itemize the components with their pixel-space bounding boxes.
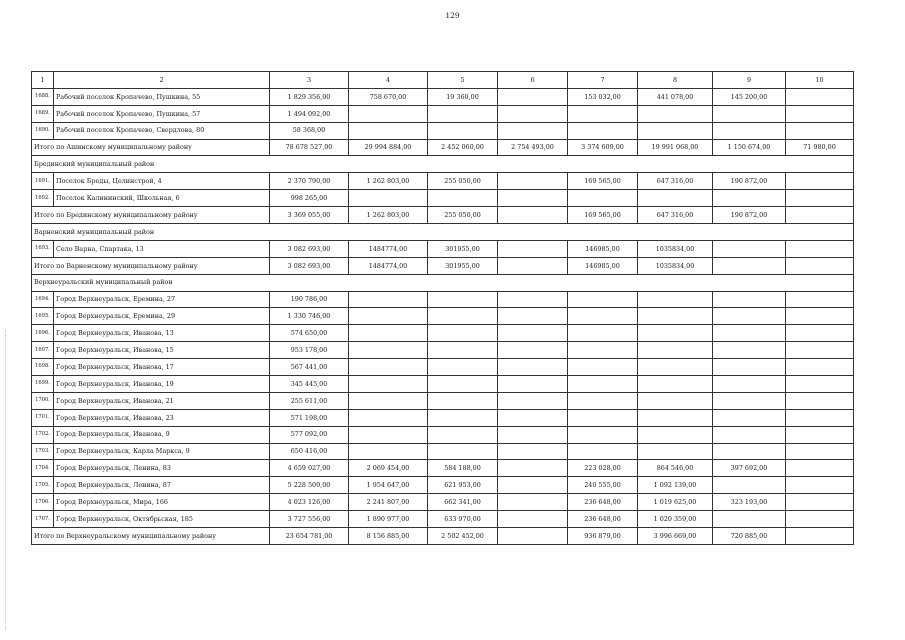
- row-number: 1707.: [32, 511, 54, 528]
- value-cell: [568, 359, 638, 376]
- value-cell: [428, 409, 498, 426]
- value-cell: 345 445,00: [270, 376, 349, 393]
- column-header: 4: [349, 72, 428, 89]
- value-cell: [638, 392, 713, 409]
- value-cell: [786, 291, 854, 308]
- value-cell: 153 032,00: [568, 88, 638, 105]
- value-cell: 1 262 803,00: [349, 207, 428, 224]
- total-row: [32, 528, 854, 545]
- value-cell: [428, 291, 498, 308]
- value-cell: 567 441,00: [270, 359, 349, 376]
- value-cell: [498, 528, 568, 545]
- district-name: Верхнеуральский муниципальный район: [32, 274, 854, 291]
- value-cell: 236 648,00: [568, 511, 638, 528]
- table-row: [32, 409, 854, 426]
- total-row: [32, 139, 854, 156]
- value-cell: [638, 105, 713, 122]
- total-row: [32, 257, 854, 274]
- value-cell: 78 678 527,00: [270, 139, 349, 156]
- value-cell: [568, 376, 638, 393]
- value-cell: 8 156 885,00: [349, 528, 428, 545]
- value-cell: [638, 190, 713, 207]
- value-cell: [568, 122, 638, 139]
- row-number: 1694.: [32, 291, 54, 308]
- address-cell: Город Верхнеуральск, Карла Маркса, 9: [54, 443, 270, 460]
- row-number: 1699.: [32, 376, 54, 393]
- value-cell: [638, 291, 713, 308]
- value-cell: 1 330 746,00: [270, 308, 349, 325]
- value-cell: [713, 291, 786, 308]
- address-cell: Город Верхнеуральск, Иванова, 23: [54, 409, 270, 426]
- value-cell: [713, 392, 786, 409]
- value-cell: 441 078,00: [638, 88, 713, 105]
- column-header: 10: [786, 72, 854, 89]
- value-cell: [786, 325, 854, 342]
- value-cell: [428, 105, 498, 122]
- value-cell: 3 996 669,00: [638, 528, 713, 545]
- total-label: Итого по Варненскому муниципальному району: [32, 257, 270, 274]
- row-number: 1704.: [32, 460, 54, 477]
- value-cell: 146985,00: [568, 240, 638, 257]
- value-cell: [568, 409, 638, 426]
- table-row: [32, 291, 854, 308]
- row-number: 1703.: [32, 443, 54, 460]
- value-cell: [786, 494, 854, 511]
- value-cell: 29 994 884,00: [349, 139, 428, 156]
- value-cell: [568, 426, 638, 443]
- value-cell: [498, 511, 568, 528]
- value-cell: [713, 443, 786, 460]
- column-header: 1: [32, 72, 54, 89]
- value-cell: [786, 511, 854, 528]
- value-cell: 223 028,00: [568, 460, 638, 477]
- value-cell: [349, 308, 428, 325]
- value-cell: [498, 190, 568, 207]
- value-cell: 1 494 092,00: [270, 105, 349, 122]
- row-number: 1700.: [32, 392, 54, 409]
- value-cell: [498, 460, 568, 477]
- district-row: [32, 224, 854, 241]
- value-cell: 2 452 060,00: [428, 139, 498, 156]
- value-cell: [786, 409, 854, 426]
- column-header: 6: [498, 72, 568, 89]
- row-number: 1695.: [32, 308, 54, 325]
- value-cell: [498, 426, 568, 443]
- value-cell: 1 262 803,00: [349, 173, 428, 190]
- value-cell: [568, 342, 638, 359]
- address-cell: Рабочий поселок Кропачево, Пушкина, 55: [54, 88, 270, 105]
- value-cell: [786, 359, 854, 376]
- data-table: [31, 71, 854, 545]
- value-cell: [713, 376, 786, 393]
- row-number: 1688.: [32, 88, 54, 105]
- value-cell: [498, 257, 568, 274]
- value-cell: 4 023 126,00: [270, 494, 349, 511]
- column-header: 5: [428, 72, 498, 89]
- column-header: 7: [568, 72, 638, 89]
- value-cell: [568, 392, 638, 409]
- address-cell: Рабочий поселок Кропачево, Пушкина, 57: [54, 105, 270, 122]
- value-cell: [786, 308, 854, 325]
- address-cell: Город Верхнеуральск, Иванова, 9: [54, 426, 270, 443]
- value-cell: 255 050,00: [428, 207, 498, 224]
- value-cell: 1484774,00: [349, 257, 428, 274]
- address-cell: Город Верхнеуральск, Иванова, 19: [54, 376, 270, 393]
- value-cell: [349, 190, 428, 207]
- value-cell: [428, 359, 498, 376]
- value-cell: 571 198,00: [270, 409, 349, 426]
- address-cell: Поселок Бреды, Целинстрой, 4: [54, 173, 270, 190]
- row-number: 1696.: [32, 325, 54, 342]
- table-row: [32, 477, 854, 494]
- value-cell: [498, 325, 568, 342]
- row-number: 1690.: [32, 122, 54, 139]
- value-cell: [786, 443, 854, 460]
- value-cell: [498, 342, 568, 359]
- address-cell: Город Верхнеуральск, Еремина, 29: [54, 308, 270, 325]
- row-number: 1689.: [32, 105, 54, 122]
- value-cell: 864 546,00: [638, 460, 713, 477]
- address-cell: Город Верхнеуральск, Иванова, 13: [54, 325, 270, 342]
- value-cell: [498, 409, 568, 426]
- value-cell: 23 654 781,00: [270, 528, 349, 545]
- table-row: [32, 376, 854, 393]
- value-cell: [786, 240, 854, 257]
- value-cell: [498, 359, 568, 376]
- value-cell: 5 228 509,00: [270, 477, 349, 494]
- value-cell: [713, 240, 786, 257]
- value-cell: [713, 308, 786, 325]
- district-row: [32, 156, 854, 173]
- value-cell: [349, 409, 428, 426]
- row-number: 1692.: [32, 190, 54, 207]
- value-cell: [349, 392, 428, 409]
- value-cell: [498, 105, 568, 122]
- value-cell: [638, 426, 713, 443]
- address-cell: Город Верхнеуральск, Ленина, 83: [54, 460, 270, 477]
- district-name: Брединский муниципальный район: [32, 156, 854, 173]
- total-label: Итого по Брединскому муниципальному району: [32, 207, 270, 224]
- value-cell: 146985,00: [568, 257, 638, 274]
- value-cell: [713, 511, 786, 528]
- value-cell: [498, 477, 568, 494]
- value-cell: [428, 443, 498, 460]
- value-cell: [786, 342, 854, 359]
- value-cell: 1035834,00: [638, 240, 713, 257]
- value-cell: 584 188,00: [428, 460, 498, 477]
- value-cell: [786, 477, 854, 494]
- value-cell: 3 082 693,00: [270, 257, 349, 274]
- table-row: [32, 426, 854, 443]
- total-label: Итого по Ашинскому муниципальному району: [32, 139, 270, 156]
- value-cell: 255 050,00: [428, 173, 498, 190]
- value-cell: [428, 392, 498, 409]
- value-cell: [638, 409, 713, 426]
- address-cell: Город Верхнеуральск, Ленина, 87: [54, 477, 270, 494]
- value-cell: 19 360,00: [428, 88, 498, 105]
- value-cell: 240 555,00: [568, 477, 638, 494]
- table-row: [32, 443, 854, 460]
- value-cell: [786, 122, 854, 139]
- value-cell: 190 872,00: [713, 207, 786, 224]
- value-cell: 1 150 674,00: [713, 139, 786, 156]
- value-cell: [428, 426, 498, 443]
- value-cell: [428, 122, 498, 139]
- value-cell: [713, 409, 786, 426]
- value-cell: 190 872,00: [713, 173, 786, 190]
- address-cell: Город Верхнеуральск, Мира, 166: [54, 494, 270, 511]
- value-cell: [638, 443, 713, 460]
- value-cell: 758 670,00: [349, 88, 428, 105]
- address-cell: Город Верхнеуральск, Иванова, 17: [54, 359, 270, 376]
- header-row: [32, 72, 854, 89]
- table-row: [32, 359, 854, 376]
- value-cell: [349, 376, 428, 393]
- column-header: 3: [270, 72, 349, 89]
- value-cell: [349, 443, 428, 460]
- value-cell: 2 241 807,00: [349, 494, 428, 511]
- value-cell: [713, 342, 786, 359]
- value-cell: [428, 342, 498, 359]
- value-cell: 255 611,00: [270, 392, 349, 409]
- value-cell: [786, 392, 854, 409]
- value-cell: 2 370 790,00: [270, 173, 349, 190]
- value-cell: [786, 426, 854, 443]
- page-number: 129: [445, 11, 460, 20]
- value-cell: [786, 528, 854, 545]
- value-cell: 3 369 055,00: [270, 207, 349, 224]
- value-cell: [713, 122, 786, 139]
- value-cell: [786, 257, 854, 274]
- value-cell: [568, 325, 638, 342]
- value-cell: [498, 494, 568, 511]
- value-cell: 1 890 977,00: [349, 511, 428, 528]
- value-cell: [638, 359, 713, 376]
- value-cell: 2 502 452,00: [428, 528, 498, 545]
- value-cell: [786, 207, 854, 224]
- value-cell: [428, 190, 498, 207]
- value-cell: [786, 460, 854, 477]
- address-cell: Город Верхнеуральск, Октябрьская, 185: [54, 511, 270, 528]
- value-cell: [498, 207, 568, 224]
- value-cell: 936 879,00: [568, 528, 638, 545]
- value-cell: [713, 359, 786, 376]
- value-cell: [349, 291, 428, 308]
- row-number: 1691.: [32, 173, 54, 190]
- column-header: 9: [713, 72, 786, 89]
- value-cell: 2 754 493,00: [498, 139, 568, 156]
- table-row: [32, 88, 854, 105]
- row-number: 1697.: [32, 342, 54, 359]
- table-row: [32, 392, 854, 409]
- value-cell: 19 991 068,00: [638, 139, 713, 156]
- value-cell: [498, 308, 568, 325]
- value-cell: 397 692,00: [713, 460, 786, 477]
- value-cell: [568, 443, 638, 460]
- value-cell: 998 265,00: [270, 190, 349, 207]
- value-cell: [786, 376, 854, 393]
- value-cell: [349, 342, 428, 359]
- value-cell: 236 648,00: [568, 494, 638, 511]
- value-cell: [498, 122, 568, 139]
- value-cell: [638, 325, 713, 342]
- district-name: Варненский муниципальный район: [32, 224, 854, 241]
- district-row: [32, 274, 854, 291]
- value-cell: [349, 325, 428, 342]
- address-cell: Поселок Калининский, Школьная, 6: [54, 190, 270, 207]
- address-cell: Город Верхнеуральск, Иванова, 21: [54, 392, 270, 409]
- value-cell: [428, 376, 498, 393]
- value-cell: [713, 257, 786, 274]
- value-cell: 647 316,00: [638, 207, 713, 224]
- table-row: [32, 460, 854, 477]
- value-cell: [568, 291, 638, 308]
- value-cell: [638, 308, 713, 325]
- table-row: [32, 122, 854, 139]
- value-cell: 71 980,00: [786, 139, 854, 156]
- value-cell: [498, 376, 568, 393]
- value-cell: 323 193,00: [713, 494, 786, 511]
- scan-artifact-line: [5, 330, 7, 630]
- value-cell: 169 565,00: [568, 207, 638, 224]
- value-cell: 1 954 647,00: [349, 477, 428, 494]
- value-cell: [349, 426, 428, 443]
- value-cell: [568, 308, 638, 325]
- table-row: [32, 240, 854, 257]
- row-number: 1693.: [32, 240, 54, 257]
- value-cell: 1 829 356,00: [270, 88, 349, 105]
- value-cell: 169 565,00: [568, 173, 638, 190]
- value-cell: 190 786,00: [270, 291, 349, 308]
- value-cell: [568, 190, 638, 207]
- value-cell: [568, 105, 638, 122]
- value-cell: [713, 325, 786, 342]
- value-cell: [498, 443, 568, 460]
- value-cell: 1035834,00: [638, 257, 713, 274]
- value-cell: [498, 392, 568, 409]
- value-cell: [638, 376, 713, 393]
- value-cell: [349, 105, 428, 122]
- row-number: 1705.: [32, 477, 54, 494]
- value-cell: 650 416,00: [270, 443, 349, 460]
- value-cell: [713, 190, 786, 207]
- value-cell: [786, 173, 854, 190]
- value-cell: [638, 122, 713, 139]
- value-cell: 621 953,00: [428, 477, 498, 494]
- address-cell: Рабочий поселок Кропачево, Свердлова, 80: [54, 122, 270, 139]
- value-cell: 58 368,00: [270, 122, 349, 139]
- value-cell: 4 659 027,00: [270, 460, 349, 477]
- total-label: Итого по Верхнеуральскому муниципальному району: [32, 528, 270, 545]
- row-number: 1698.: [32, 359, 54, 376]
- value-cell: [498, 88, 568, 105]
- value-cell: 301955,00: [428, 240, 498, 257]
- value-cell: 3 727 556,00: [270, 511, 349, 528]
- value-cell: 1 019 625,00: [638, 494, 713, 511]
- column-header: 2: [54, 72, 270, 89]
- table-row: [32, 511, 854, 528]
- value-cell: [786, 88, 854, 105]
- value-cell: 577 092,00: [270, 426, 349, 443]
- value-cell: [638, 342, 713, 359]
- value-cell: [713, 105, 786, 122]
- address-cell: Город Верхнеуральск, Еремина, 27: [54, 291, 270, 308]
- row-number: 1701.: [32, 409, 54, 426]
- value-cell: [349, 359, 428, 376]
- table-row: [32, 105, 854, 122]
- value-cell: 1 020 359,00: [638, 511, 713, 528]
- value-cell: [428, 325, 498, 342]
- value-cell: 3 374 609,00: [568, 139, 638, 156]
- value-cell: 301955,00: [428, 257, 498, 274]
- value-cell: [428, 308, 498, 325]
- value-cell: [713, 426, 786, 443]
- address-cell: Село Варна, Спартака, 13: [54, 240, 270, 257]
- total-row: [32, 207, 854, 224]
- value-cell: 633 970,00: [428, 511, 498, 528]
- value-cell: 953 178,00: [270, 342, 349, 359]
- value-cell: 662 341,00: [428, 494, 498, 511]
- value-cell: [349, 122, 428, 139]
- table-row: [32, 190, 854, 207]
- value-cell: 2 069 454,00: [349, 460, 428, 477]
- address-cell: Город Верхнеуральск, Иванова, 15: [54, 342, 270, 359]
- value-cell: 1 092 139,00: [638, 477, 713, 494]
- value-cell: [498, 240, 568, 257]
- value-cell: 647 316,00: [638, 173, 713, 190]
- value-cell: 574 650,00: [270, 325, 349, 342]
- row-number: 1702.: [32, 426, 54, 443]
- value-cell: 1484774,00: [349, 240, 428, 257]
- table-row: [32, 325, 854, 342]
- value-cell: [786, 190, 854, 207]
- value-cell: 145 200,00: [713, 88, 786, 105]
- value-cell: [498, 173, 568, 190]
- table-row: [32, 308, 854, 325]
- table-row: [32, 173, 854, 190]
- value-cell: 720 885,00: [713, 528, 786, 545]
- table-row: [32, 494, 854, 511]
- column-header: 8: [638, 72, 713, 89]
- table-row: [32, 342, 854, 359]
- value-cell: [713, 477, 786, 494]
- value-cell: [786, 105, 854, 122]
- row-number: 1706.: [32, 494, 54, 511]
- value-cell: [498, 291, 568, 308]
- value-cell: 3 082 693,00: [270, 240, 349, 257]
